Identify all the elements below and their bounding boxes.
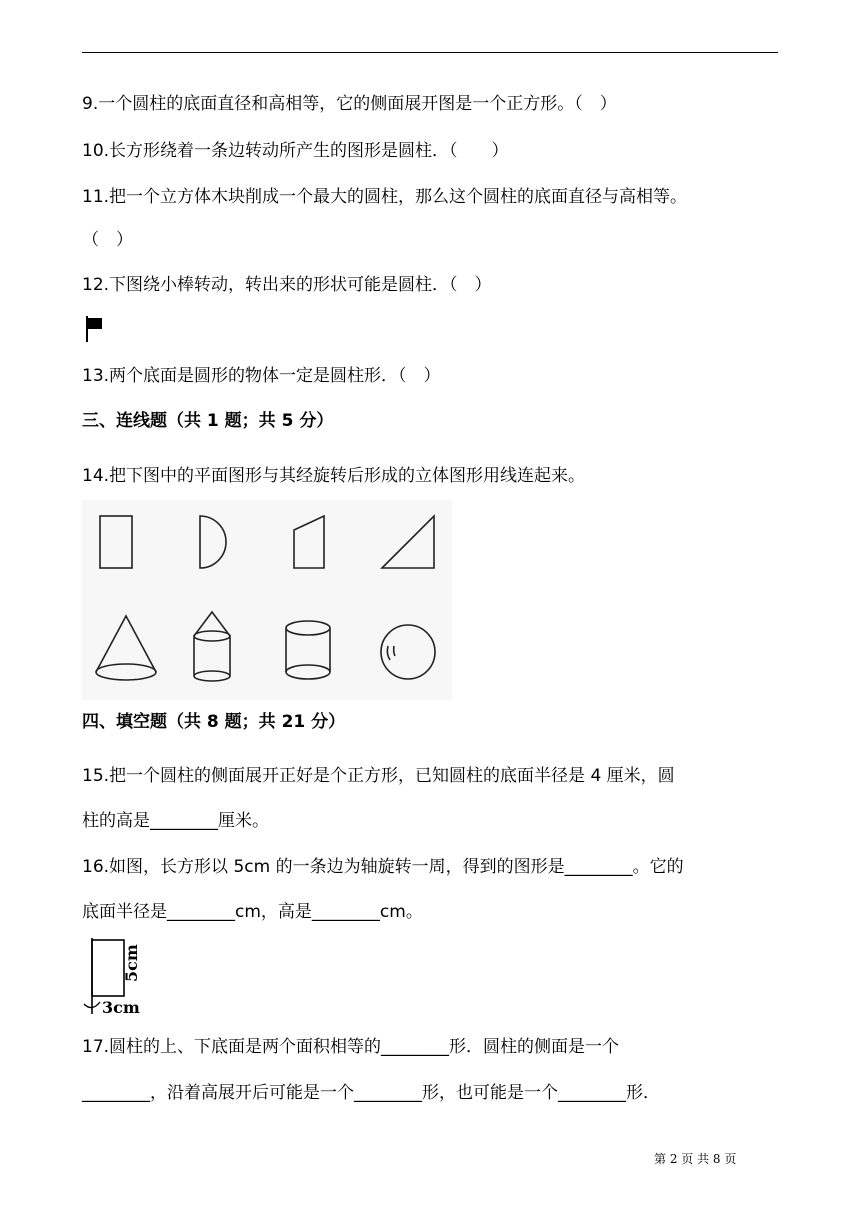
flag-pole xyxy=(86,316,88,342)
width-label: 3cm xyxy=(102,998,140,1017)
question-13: 13.两个底面是圆形的物体一定是圆柱形．（ ） xyxy=(82,366,441,386)
flag-figure xyxy=(84,316,106,342)
question-15-line2: 柱的高是________厘米。 xyxy=(82,811,269,831)
flag-cloth xyxy=(88,318,102,329)
question-15-line1: 15.把一个圆柱的侧面展开正好是个正方形，已知圆柱的底面半径是 4 厘米，圆 xyxy=(82,766,675,786)
question-14: 14.把下图中的平面图形与其经旋转后形成的立体图形用线连起来。 xyxy=(82,466,586,486)
page-footer: 第 2 页 共 8 页 xyxy=(654,1152,737,1166)
section-3-heading: 三、连线题（共 1 题；共 5 分） xyxy=(82,411,334,431)
question-11-line2: （ ） xyxy=(82,230,133,250)
question-10: 10.长方形绕着一条边转动所产生的图形是圆柱．（ ） xyxy=(82,141,509,161)
question-17-line1: 17.圆柱的上、下底面是两个面积相等的________形．圆柱的侧面是一个 xyxy=(82,1037,620,1057)
height-label: 5cm xyxy=(122,944,141,982)
figure-rectangle xyxy=(92,940,124,996)
question-17-line2: ________，沿着高展开后可能是一个________形，也可能是一个________形． xyxy=(82,1083,660,1103)
question-12: 12.下图绕小棒转动，转出来的形状可能是圆柱．（ ） xyxy=(82,275,492,295)
question-16-line1: 16.如图，长方形以 5cm 的一条边为轴旋转一周，得到的图形是________。它的 xyxy=(82,857,684,877)
section-4-heading: 四、填空题（共 8 题；共 21 分） xyxy=(82,712,346,732)
question-16-line2: 底面半径是________cm，高是________cm。 xyxy=(82,902,423,922)
header-rule xyxy=(82,52,778,53)
question-9: 9.一个圆柱的底面直径和高相等，它的侧面展开图是一个正方形。（ ） xyxy=(82,94,617,114)
question-11-line1: 11.把一个立方体木块削成一个最大的圆柱，那么这个圆柱的底面直径与高相等。 xyxy=(82,187,688,207)
rectangle-axis-figure xyxy=(82,938,162,1018)
matching-figure xyxy=(82,500,452,700)
